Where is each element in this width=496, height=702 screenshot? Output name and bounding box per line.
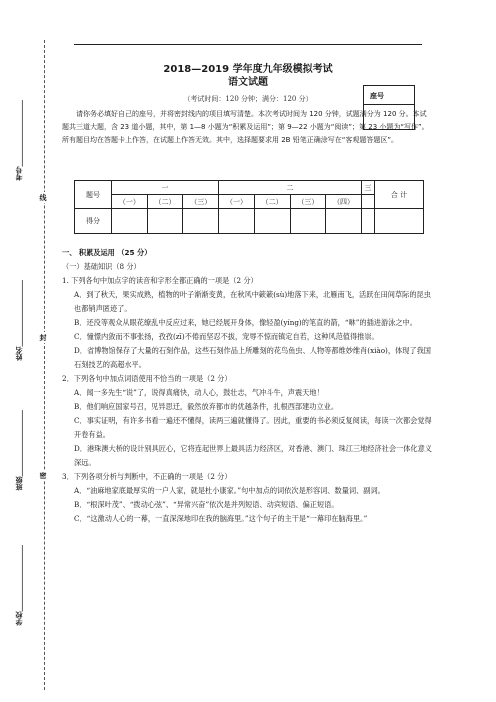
question-1-stem: 1. 下列各句中加点字的读音和字形全都正确的一项是（2 分） [62,276,258,285]
total-score-cell[interactable] [375,209,424,234]
section-heading: 一、 积累及运用 （25 分） [62,248,152,257]
question-1-option-d: D．省博物馆保存了大量的石刻作品，这些石刻作品上所雕刻的花鸟鱼虫、人物等都维妙维肖(xiào)，体现了我国石刻技艺的高超水平。 [74,346,431,369]
sub-header-empty [361,195,374,209]
name-label: 姓名___________________ [14,280,23,361]
header-rule [74,44,422,45]
subsection-heading: （一）基础知识（8 分） [62,262,141,271]
score-cell[interactable] [290,209,326,234]
exam-subtitle: 语文试题 [228,77,268,88]
sub-header: （四） [326,195,362,209]
group-one-header: 一 [112,181,219,195]
row-label-cell: 题号 [75,181,112,209]
total-header: 合 计 [375,181,424,209]
seal-mark-line: 线 [39,194,48,201]
score-cell[interactable] [147,209,183,234]
sub-header: （一） [219,195,255,209]
instructions [62,108,430,147]
exam-info: （考试时间：120 分钟；满分：120 分） [183,95,313,103]
exam-no-label: 考号___________________ [14,100,23,181]
score-cell[interactable] [219,209,255,234]
question-1-option-b: B．还没等观众从眼花缭乱中反应过来，她已经展开身体，像轻盈(yíng)的笔直的箭，“咻”的插进游泳之中。 [74,318,417,327]
question-3-option-c: C．“这激动人心的一幕，一直深深地印在我的脑海里。”这个句子的主干是“一幕印在脑海里。” [74,514,368,523]
question-3-option-a: A．“油麻地家底最厚实的一户人家，就是杜小康家。”句中加点的词依次是形容词、数量词、副词。 [74,486,385,495]
group-three-header: 三 [361,181,374,195]
seal-mark-seal: 封 [39,334,48,341]
question-2-option-d: D．港珠澳大桥的设计别具匠心，它将连起世界上最具活力经济区，对香港、澳门、珠江三地经济社会一体化意义深远。 [74,444,432,467]
question-content [62,246,432,526]
score-cell[interactable] [361,209,374,234]
sub-header: （二） [254,195,290,209]
question-1-option-c: C．憧憬内敛而不事张扬，孜孜(zī)不倦而坚忍不拔，宠辱不惊而镇定自若，这种风范值得推崇。 [74,332,379,341]
question-3-option-b: B．“根深叶茂”、“拨动心弦”、“异常兴奋”依次是并列短语、动宾短语、偏正短语。 [74,500,339,509]
score-table [74,180,424,234]
seat-box-divider [364,104,414,105]
school-label: 学校___________________ [14,545,23,626]
sub-header: （一） [112,195,148,209]
sub-header: （三） [183,195,219,209]
sub-header: （三） [290,195,326,209]
instructions-text: 请你务必填好自己的座号，并将密封线内的项目填写清楚。本次考试时间为 120 分钟，试题满分为 120 分。本试题共三道大题，含 23 道小题，其中，第 1—8 小题为“积累及运用”；第 9—22 小题为“阅读”；第 23 小题为“写作”。所有题目均在答题卡上作答，在试题上作答无效。其中，选择题要求用 2B 铅笔正确涂写在“客观题答题区”。 [62,110,429,144]
score-cell[interactable] [326,209,362,234]
score-cell[interactable] [254,209,290,234]
score-cell[interactable] [183,209,219,234]
seal-line [44,40,45,690]
sub-header: （二） [147,195,183,209]
question-2-option-a: A．闻一多先生“说”了，说得真痛快，动人心，鼓壮志，气冲斗牛，声震天地！ [74,388,324,397]
score-label-cell: 得分 [75,209,112,234]
class-label: 班级___________________ [14,410,23,491]
question-2-option-b: B．他们响应国家号召，见异思迁，毅然放弃都市的优越条件，扎根西部建功立业。 [74,402,339,411]
score-cell[interactable] [112,209,148,234]
question-2-option-c: C．事实证明，有许多书看一遍还不懂得，读两三遍就懂得了。因此，重要的书必须反复阅读，每读一次都会觉得开卷有益。 [74,416,432,439]
question-3-stem: 3．下列各项分析与判断中，不正确的一项是（2 分） [62,472,232,481]
seal-mark-secret: 密 [39,472,48,479]
question-2-stem: 2．下列各句中加点词语使用不恰当的一项是（2 分） [62,374,232,383]
question-1-option-a: A．到了秋天，果实成熟，植物的叶子渐渐变黄，在秋风中簌簌(sù)地落下来，北雁南飞，活跃在田间草际的昆虫也都销声匿迹了。 [74,290,431,313]
group-two-header: 二 [219,181,362,195]
exam-title: 2018—2019 学年度九年级模拟考试 [163,64,333,75]
seat-label: 座号 [370,92,384,100]
